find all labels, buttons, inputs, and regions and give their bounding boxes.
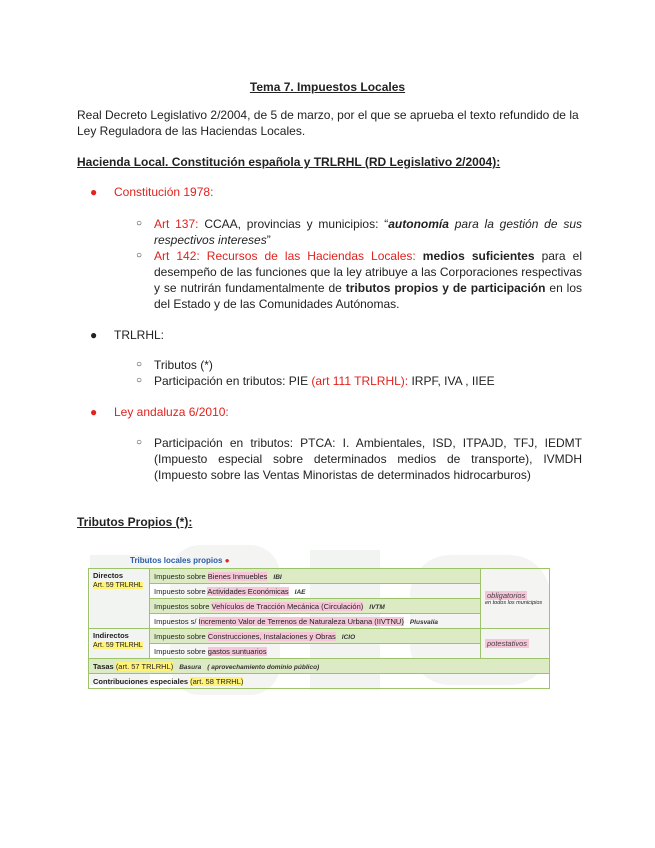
row-icio: Impuesto sobre Construcciones, Instalaciones y Obras ICIO — [150, 629, 481, 644]
row-gastos-suntuarios: Impuesto sobre gastos suntuarios — [150, 644, 481, 659]
row-iivtnu: Impuestos s/ Incremento Valor de Terrenos de Naturaleza Urbana (IIVTNU) Plusvalía — [150, 614, 481, 629]
list-item-constitucion: ● Constitución 1978: — [90, 185, 214, 199]
table-row — [89, 599, 550, 614]
circle-bullet-icon: ○ — [136, 375, 143, 386]
circle-bullet-icon: ○ — [136, 437, 143, 448]
list-item-art142: ○ Art 142: Recursos de las Haciendas Locales: medios suficientes para el desempeño de las funciones que la ley atribuye a las Corporaciones respectivas y se nutrirán fundamentalmente de tributos propios y de participación en los del Estado y de las Comunidades Autónomas. — [136, 249, 583, 311]
indirectos-cell: Indirectos Art. 59 TRLRHL — [89, 629, 150, 659]
bullet-icon: ● — [90, 328, 98, 342]
bullet-icon: ● — [90, 185, 98, 199]
tasas-cell: Tasas (art. 57 TRLRHL) Basura ( aprovechamiento dominio público) — [89, 659, 550, 674]
bullet-icon: ● — [90, 405, 98, 419]
list-item-art137: ○ Art 137: CCAA, provincias y municipios: “autonomía para la gestión de sus respectivos intereses” — [136, 217, 583, 247]
table-row — [89, 569, 550, 584]
page-title: Tema 7. Impuestos Locales — [249, 80, 406, 94]
section-heading-tributos-propios: Tributos Propios (*): — [77, 515, 193, 529]
obligatorios-cell: obligatorios en todos los municipios — [481, 569, 550, 629]
list-item-ley-andaluza: ● Ley andaluza 6/2010: — [90, 405, 229, 419]
list-item-participacion: ○ Participación en tributos: PIE (art 111 TRLRHL): IRPF, IVA , IIEE — [136, 374, 495, 388]
table-row — [89, 614, 550, 629]
table-row — [89, 629, 550, 644]
list-item-tributos: ○ Tributos (*) — [136, 358, 213, 372]
intro-paragraph: Real Decreto Legislativo 2/2004, de 5 de marzo, por el que se aprueba el texto refundido de la Ley Reguladora de las Haciendas Locales. — [77, 108, 579, 138]
contribuciones-cell: Contribuciones especiales (art. 58 TRRHL) — [89, 674, 550, 689]
table-title: Tributos locales propios ● — [130, 556, 230, 565]
section-heading-hacienda: Hacienda Local. Constitución española y TRLRHL (RD Legislativo 2/2004): — [77, 155, 501, 169]
row-iae: Impuesto sobre Actividades Económicas IAE — [150, 584, 481, 599]
circle-bullet-icon: ○ — [136, 218, 143, 229]
circle-bullet-icon: ○ — [136, 359, 143, 370]
table-row — [89, 674, 550, 689]
red-dot-icon: ● — [224, 556, 230, 565]
directos-cell: Directos Art. 59 TRLRHL — [89, 569, 150, 629]
list-item-trlrhl: ● TRLRHL: — [90, 328, 165, 342]
table-row — [89, 644, 550, 659]
row-ibi: Impuesto sobre Bienes Inmuebles IBI — [150, 569, 481, 584]
tributos-table — [88, 568, 550, 689]
table-row — [89, 584, 550, 599]
circle-bullet-icon: ○ — [136, 250, 143, 261]
potestativos-cell: potestativos — [481, 629, 550, 659]
list-item-ptca: ○ Participación en tributos: PTCA: I. Ambientales, ISD, ITPAJD, TFJ, IEDMT (Impuesto especial sobre determinados medios de transporte), IVMDH (Impuesto sobre las Ventas Minoristas de determinados hidrocarburos) — [136, 436, 582, 482]
row-ivtm: Impuestos sobre Vehículos de Tracción Mecánica (Circulación) IVTM — [150, 599, 481, 614]
table-row — [89, 659, 550, 674]
